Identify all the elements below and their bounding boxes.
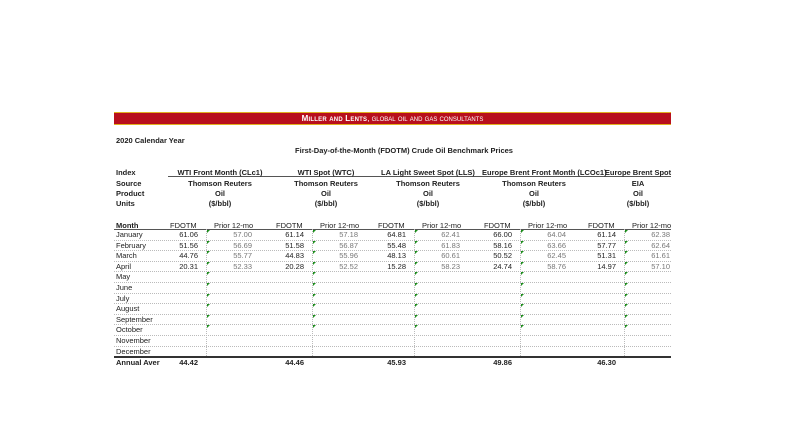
column-header-fdotm: FDOTM [378, 221, 405, 230]
prior-value: 55.77 [233, 251, 252, 261]
column-separator [414, 229, 415, 356]
row-divider [114, 293, 671, 294]
comment-indicator [313, 241, 316, 244]
label-product: Product [116, 189, 145, 198]
fdotm-value: 57.77 [597, 240, 616, 250]
prior-value: 62.38 [651, 230, 670, 239]
benchmark-source: Thomson Reuters [188, 179, 252, 188]
comment-indicator [207, 241, 210, 244]
column-header-fdotm: FDOTM [588, 221, 615, 230]
column-header-fdotm: FDOTM [170, 221, 197, 230]
fdotm-value: 61.14 [597, 230, 616, 239]
fdotm-value: 64.81 [387, 230, 406, 239]
prior-value: 62.64 [651, 240, 670, 250]
fdotm-value: 61.14 [285, 230, 304, 239]
label-index: Index [116, 168, 136, 177]
benchmark-index: WTI Front Month (CLc1) [177, 168, 263, 177]
comment-indicator [313, 230, 316, 233]
prior-value: 57.10 [651, 261, 670, 271]
prior-value: 62.45 [547, 251, 566, 261]
column-separator [520, 229, 521, 356]
row-divider [114, 282, 671, 283]
comment-indicator [415, 251, 418, 254]
prior-value: 52.33 [233, 261, 252, 271]
column-separator [312, 229, 313, 356]
comment-indicator [207, 294, 210, 297]
comment-indicator [415, 241, 418, 244]
comment-indicator [207, 315, 210, 318]
fdotm-value: 61.06 [179, 230, 198, 239]
month-label: May [116, 272, 131, 282]
benchmark-product: Oil [632, 189, 643, 198]
comment-indicator [313, 325, 316, 328]
annual-average-value: 45.93 [387, 358, 406, 367]
label-month: Month [116, 221, 139, 230]
fdotm-value: 20.28 [285, 261, 304, 271]
fdotm-value: 15.28 [387, 261, 406, 271]
benchmark-units: ($/bbl) [626, 199, 650, 208]
comment-indicator [415, 294, 418, 297]
column-separator [624, 229, 625, 356]
benchmark-units: ($/bbl) [522, 199, 546, 208]
benchmark-index: Europe Brent Front Month (LCOc1) [482, 168, 607, 177]
label-units: Units [116, 199, 135, 208]
comment-indicator [415, 315, 418, 318]
comment-indicator [415, 272, 418, 275]
column-header-prior: Prior 12-mo [320, 221, 360, 230]
fdotm-value: 44.76 [179, 251, 198, 261]
benchmark-units: ($/bbl) [208, 199, 232, 208]
month-label: November [116, 336, 151, 345]
month-label: December [116, 346, 151, 356]
prior-value: 61.83 [441, 240, 460, 250]
comment-indicator [625, 262, 628, 265]
fdotm-value: 58.16 [493, 240, 512, 250]
comment-indicator [313, 283, 316, 286]
prior-value: 64.04 [547, 230, 566, 239]
fdotm-value: 14.97 [597, 261, 616, 271]
fdotm-value: 55.48 [387, 240, 406, 250]
calendar-year: 2020 Calendar Year [116, 136, 185, 145]
month-label: September [116, 314, 153, 324]
annual-average-value: 44.46 [285, 358, 304, 367]
column-header-fdotm: FDOTM [484, 221, 511, 230]
row-divider [114, 346, 671, 347]
month-label: July [116, 293, 130, 303]
comment-indicator [207, 262, 210, 265]
comment-indicator [521, 251, 524, 254]
prior-value: 63.66 [547, 240, 566, 250]
comment-indicator [625, 294, 628, 297]
prior-value: 56.87 [339, 240, 358, 250]
fdotm-value: 50.52 [493, 251, 512, 261]
annual-average-value: 46.30 [597, 358, 616, 367]
fdotm-value: 48.13 [387, 251, 406, 261]
row-divider [114, 324, 671, 325]
fdotm-value: 24.74 [493, 261, 512, 271]
comment-indicator [313, 304, 316, 307]
comment-indicator [415, 262, 418, 265]
benchmark-product: Oil [528, 189, 539, 198]
row-divider [114, 271, 671, 272]
comment-indicator [521, 272, 524, 275]
comment-indicator [207, 325, 210, 328]
firm-tagline: , global oil and gas consultants [367, 114, 484, 123]
comment-indicator [313, 315, 316, 318]
column-header-prior: Prior 12-mo [422, 221, 462, 230]
column-header-fdotm: FDOTM [276, 221, 303, 230]
comment-indicator [625, 272, 628, 275]
annual-average-value: 49.86 [493, 358, 512, 367]
comment-indicator [625, 251, 628, 254]
fdotm-value: 51.56 [179, 240, 198, 250]
comment-indicator [521, 241, 524, 244]
column-header-prior: Prior 12-mo [632, 221, 672, 230]
benchmark-index: WTI Spot (WTC) [297, 168, 355, 177]
column-header-prior: Prior 12-mo [214, 221, 254, 230]
comment-indicator [415, 283, 418, 286]
fdotm-value: 66.00 [493, 230, 512, 239]
prior-value: 58.23 [441, 261, 460, 271]
row-divider [114, 314, 671, 315]
benchmark-product: Oil [320, 189, 331, 198]
comment-indicator [313, 272, 316, 275]
benchmark-product: Oil [214, 189, 225, 198]
comment-indicator [207, 251, 210, 254]
benchmark-source: Thomson Reuters [396, 179, 460, 188]
comment-indicator [313, 294, 316, 297]
column-separator [206, 229, 207, 356]
label-annual: Annual Aver [116, 358, 160, 367]
comment-indicator [207, 283, 210, 286]
month-label: April [116, 261, 132, 271]
comment-indicator [625, 283, 628, 286]
fdotm-value: 20.31 [179, 261, 198, 271]
prior-value: 61.61 [651, 251, 670, 261]
fdotm-value: 51.58 [285, 240, 304, 250]
comment-indicator [313, 251, 316, 254]
benchmark-product: Oil [422, 189, 433, 198]
comment-indicator [207, 272, 210, 275]
label-source: Source [116, 179, 142, 188]
prior-value: 62.41 [441, 230, 460, 239]
month-label: August [116, 304, 140, 314]
comment-indicator [415, 325, 418, 328]
comment-indicator [521, 315, 524, 318]
comment-indicator [521, 304, 524, 307]
month-label: October [116, 325, 143, 335]
banner [114, 112, 671, 125]
prior-value: 56.69 [233, 240, 252, 250]
benchmark-index: Europe Brent Spot [604, 168, 672, 177]
prior-value: 52.52 [339, 261, 358, 271]
comment-indicator [521, 283, 524, 286]
prior-value: 60.61 [441, 251, 460, 261]
column-header-prior: Prior 12-mo [528, 221, 568, 230]
firm-name: Miller and Lents [301, 114, 368, 123]
prior-value: 57.18 [339, 230, 358, 239]
comment-indicator [625, 315, 628, 318]
benchmark-index: LA Light Sweet Spot (LLS) [381, 168, 475, 177]
comment-indicator [625, 304, 628, 307]
fdotm-value: 44.83 [285, 251, 304, 261]
comment-indicator [625, 325, 628, 328]
prior-value: 55.96 [339, 251, 358, 261]
month-label: January [116, 230, 143, 239]
comment-indicator [207, 230, 210, 233]
benchmark-units: ($/bbl) [416, 199, 440, 208]
benchmark-source: EIA [631, 179, 645, 188]
comment-indicator [313, 262, 316, 265]
comment-indicator [521, 325, 524, 328]
comment-indicator [521, 262, 524, 265]
month-label: February [116, 240, 147, 250]
comment-indicator [207, 304, 210, 307]
month-label: June [116, 283, 133, 292]
comment-indicator [415, 230, 418, 233]
month-label: March [116, 251, 137, 261]
benchmark-units: ($/bbl) [314, 199, 338, 208]
comment-indicator [521, 294, 524, 297]
table-title: First-Day-of-the-Month (FDOTM) Crude Oil Benchmark Prices [295, 146, 513, 155]
comment-indicator [415, 304, 418, 307]
comment-indicator [625, 241, 628, 244]
fdotm-value: 51.31 [597, 251, 616, 261]
benchmark-source: Thomson Reuters [294, 179, 358, 188]
prior-value: 57.00 [233, 230, 252, 239]
annual-average-value: 44.42 [179, 358, 198, 367]
row-divider [114, 303, 671, 304]
prior-value: 58.76 [547, 261, 566, 271]
comment-indicator [625, 230, 628, 233]
benchmark-source: Thomson Reuters [502, 179, 566, 188]
row-divider [114, 335, 671, 336]
comment-indicator [521, 230, 524, 233]
